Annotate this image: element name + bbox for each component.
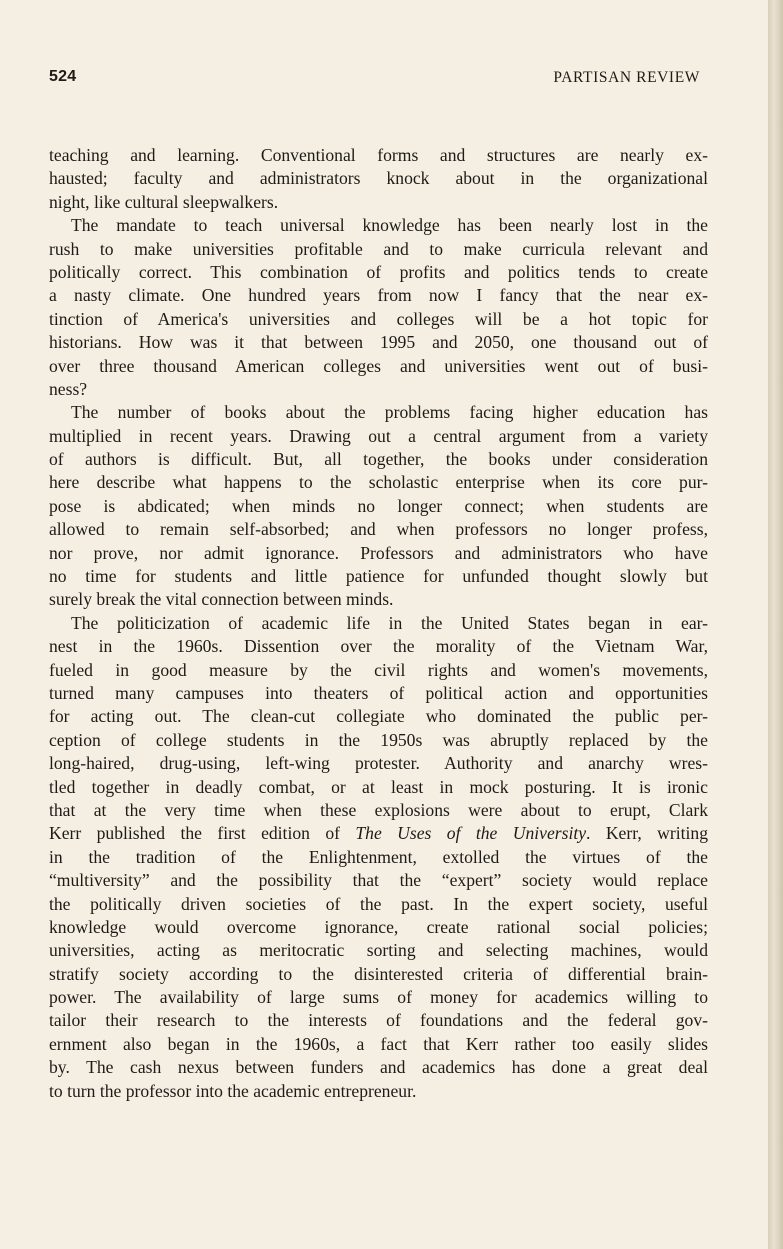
text-line: long-haired, drug-using, left-wing protester. Authority and anarchy wres- — [49, 753, 708, 774]
text-line: nor prove, nor admit ignorance. Professors and administrators who have — [49, 542, 708, 563]
text-line: allowed to remain self-absorbed; and when professors no longer profess, — [49, 519, 708, 540]
journal-title: PARTISAN REVIEW — [553, 69, 700, 86]
text-line: pose is abdicated; when minds no longer connect; when students are — [49, 495, 708, 516]
text-line: the politically driven societies of the past. In the expert society, useful — [49, 893, 708, 914]
text-line: hausted; faculty and administrators knock about in the organizational — [49, 168, 708, 189]
text-line: The number of books about the problems facing higher education has — [71, 402, 708, 423]
paragraph — [49, 612, 708, 1103]
page-edge — [768, 0, 783, 1249]
text-segment: . Kerr, writing — [586, 823, 708, 844]
text-line: here describe what happens to the scholastic enterprise when its core pur- — [49, 472, 708, 493]
text-line: in the tradition of the Enlightenment, extolled the virtues of the — [49, 846, 708, 867]
paragraph — [49, 401, 708, 612]
text-line: of authors is difficult. But, all together, the books under consideration — [49, 449, 708, 470]
text-line: fueled in good measure by the civil rights and women's movements, — [49, 659, 708, 680]
text-line: for acting out. The clean-cut collegiate who dominated the public per- — [49, 706, 708, 727]
text-line: knowledge would overcome ignorance, create rational social policies; — [49, 916, 708, 937]
text-line: turned many campuses into theaters of political action and opportunities — [49, 682, 708, 703]
text-line — [49, 822, 708, 845]
text-line: night, like cultural sleepwalkers. — [49, 191, 279, 212]
text-line: tailor their research to the interests of foundations and the federal gov- — [49, 1010, 708, 1031]
book-title: The Uses of the University — [355, 823, 587, 844]
text-line: historians. How was it that between 1995 and 2050, one thousand out of — [49, 332, 708, 353]
text-line: that at the very time when these explosions were about to erupt, Clark — [49, 799, 708, 820]
text-line: ception of college students in the 1950s was abruptly replaced by the — [49, 729, 708, 750]
text-line: universities, acting as meritocratic sorting and selecting machines, would — [49, 940, 708, 961]
text-line: power. The availability of large sums of money for academics willing to — [49, 987, 708, 1008]
text-line: to turn the professor into the academic entrepreneur. — [49, 1080, 417, 1101]
text-line: teaching and learning. Conventional forms and structures are nearly ex- — [49, 145, 708, 165]
text-line: over three thousand American colleges and universities went out of busi- — [49, 355, 708, 376]
text-line: nest in the 1960s. Dissention over the morality of the Vietnam War, — [49, 636, 708, 657]
text-segment: Kerr published the first edition of — [49, 823, 356, 844]
text-line: stratify society according to the disinterested criteria of differential brain- — [49, 963, 708, 984]
text-line: The mandate to teach universal knowledge has been nearly lost in the — [71, 215, 708, 236]
text-line: “multiversity” and the possibility that the “expert” society would replace — [49, 870, 708, 891]
paragraph — [49, 214, 708, 401]
text-line: surely break the vital connection between minds. — [49, 589, 394, 610]
text-line: tled together in deadly combat, or at least in mock posturing. It is ironic — [49, 776, 708, 797]
text-line: by. The cash nexus between funders and academics has done a great deal — [49, 1057, 708, 1078]
text-line: ness? — [49, 378, 88, 399]
paragraph — [49, 144, 708, 214]
text-line: ernment also began in the 1960s, a fact that Kerr rather too easily slides — [49, 1033, 708, 1054]
page-number: 524 — [49, 68, 77, 85]
text-line: The politicization of academic life in the United States began in ear- — [71, 612, 708, 633]
text-line: no time for students and little patience for unfunded thought slowly but — [49, 566, 708, 587]
text-line: tinction of America's universities and colleges will be a hot topic for — [49, 308, 708, 329]
text-line: multiplied in recent years. Drawing out a central argument from a variety — [49, 425, 708, 446]
body-text — [49, 144, 708, 1103]
text-line: politically correct. This combination of profits and politics tends to create — [49, 261, 708, 282]
text-line: rush to make universities profitable and to make curricula relevant and — [49, 238, 708, 259]
text-line: a nasty climate. One hundred years from now I fancy that the near ex- — [49, 285, 708, 306]
running-head — [49, 68, 700, 92]
